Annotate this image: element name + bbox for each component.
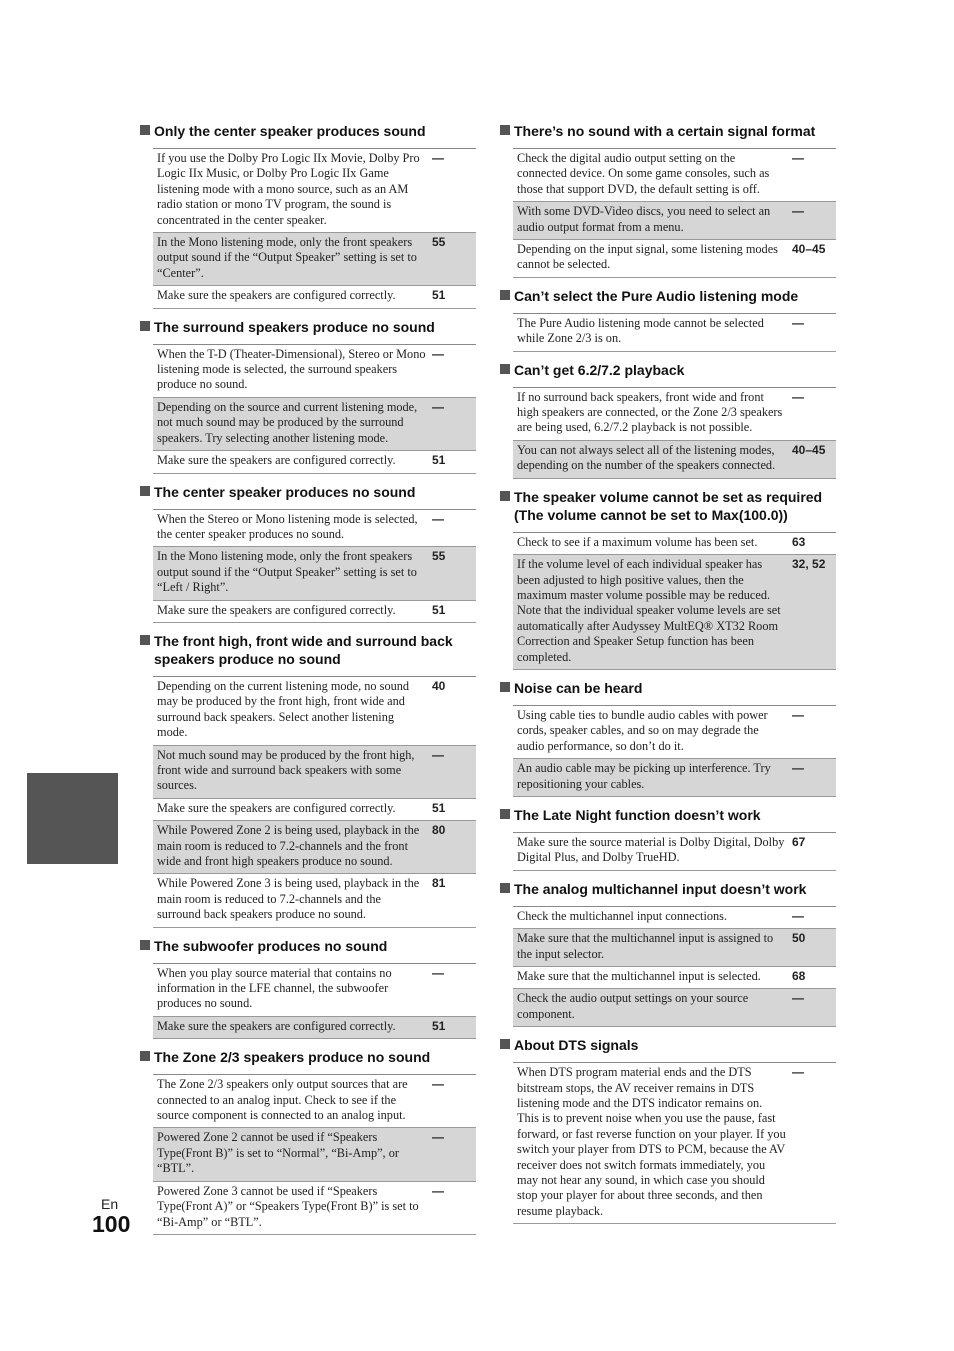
solution-text: Using cable ties to bundle audio cables with power cords, speaker cables, and so on may degrade the audio performance, so don’t do it.: [517, 707, 768, 753]
solution-text: Depending on the input signal, some listening modes cannot be selected.: [517, 242, 778, 272]
square-bullet-icon: [500, 809, 510, 819]
solution-text: If the volume level of each individual speaker has been adjusted to high positive values, then the maximum master volume possible may be reduced. Note that the individual speaker volume levels are set automatically after Audyssey MultEQ® XT32 Room Correction and Speaker Setup function has been completed.: [517, 557, 781, 664]
language-label: En: [101, 1196, 119, 1212]
solutions-table: [513, 387, 836, 479]
page-reference: 40–45: [792, 442, 826, 457]
table-row: [153, 677, 476, 746]
solution-text: Powered Zone 3 cannot be used if “Speakers Type(Front A)” or “Speakers Type(Front B)” is set to “Bi-Amp” or “BTL”.: [157, 1183, 419, 1229]
solution-text: Make sure the speakers are configured correctly.: [157, 453, 396, 468]
solution-text: You can not always select all of the listening modes, depending on the number of the speakers connected.: [517, 442, 776, 473]
troubleshooting-section: [500, 488, 836, 670]
table-row: [153, 1017, 476, 1039]
solution-text: Make sure the source material is Dolby Digital, Dolby Digital Plus, and Dolby TrueHD.: [517, 834, 785, 865]
page-reference: —: [432, 965, 444, 980]
table-row: [153, 233, 476, 286]
solution-text: Not much sound may be produced by the front high, front wide and surround back speakers with some sources.: [157, 747, 415, 793]
section-heading: [500, 679, 836, 697]
page-reference: —: [432, 511, 444, 526]
solutions-table: [153, 1074, 476, 1235]
square-bullet-icon: [140, 940, 150, 950]
page-reference: —: [792, 1065, 804, 1080]
table-row: [153, 547, 476, 600]
solution-text: Powered Zone 2 cannot be used if “Speakers Type(Front B)” is set to “Normal”, “Bi-Amp”, or “BTL”.: [157, 1130, 399, 1176]
solutions-table: [513, 532, 836, 670]
right-column: [500, 122, 836, 1233]
square-bullet-icon: [500, 290, 510, 300]
page-reference: 55: [432, 549, 446, 564]
page-reference: —: [792, 151, 804, 165]
troubleshooting-section: [500, 287, 836, 352]
solution-text: Make sure that the multichannel input is selected.: [517, 969, 761, 983]
solution-text: The Zone 2/3 speakers only output sources that are connected to an analog input. Check to see if the source component is connected to an analog input.: [157, 1077, 408, 1123]
solutions-table: [513, 148, 836, 278]
square-bullet-icon: [140, 1051, 150, 1061]
page-reference: —: [432, 151, 444, 165]
table-row: [153, 821, 476, 874]
page-reference: 51: [432, 602, 446, 617]
page-number: 100: [92, 1211, 131, 1237]
table-row: [513, 833, 836, 871]
solutions-table: [513, 313, 836, 352]
solution-text: Make sure the speakers are configured correctly.: [157, 800, 396, 815]
solutions-table: [153, 344, 476, 474]
page-reference: 51: [432, 288, 446, 303]
table-row: [513, 759, 836, 797]
solution-text: If you use the Dolby Pro Logic IIx Movie, Dolby Pro Logic IIx Music, or Dolby Pro Logic IIx Game listening mode with a mono source, such as an AM radio station or mono TV program, the sound is concentrated in the center speaker.: [157, 151, 420, 227]
page-reference: 81: [432, 876, 446, 891]
page-reference: —: [792, 389, 804, 404]
page-reference: 80: [432, 823, 446, 838]
solution-text: While Powered Zone 3 is being used, playback in the main room is reduced to 7.2-channels and the surround back speakers produce no sound.: [157, 876, 420, 922]
section-heading-text: Can’t select the Pure Audio listening mode: [514, 287, 799, 304]
table-row: [153, 1075, 476, 1128]
section-heading-text: Can’t get 6.2/7.2 playback: [514, 361, 685, 378]
section-heading-text: The surround speakers produce no sound: [154, 318, 435, 335]
section-heading: [140, 632, 476, 668]
square-bullet-icon: [140, 635, 150, 645]
page-reference: 68: [792, 969, 806, 983]
page-reference: —: [792, 315, 804, 330]
page-reference: 32, 52: [792, 557, 826, 572]
page-reference: 40–45: [792, 242, 826, 257]
page-reference: —: [792, 908, 804, 923]
section-heading-text: Noise can be heard: [514, 679, 643, 696]
solution-text: Check the digital audio output setting on the connected device. On some game consoles, such as those that support DVD, the default setting is off.: [517, 151, 770, 196]
table-row: [513, 149, 836, 202]
table-row: [153, 398, 476, 451]
section-heading: [500, 1036, 836, 1054]
page-reference: 51: [432, 1018, 446, 1033]
troubleshooting-section: [140, 1048, 476, 1235]
table-row: [513, 202, 836, 240]
troubleshooting-section: [500, 806, 836, 871]
square-bullet-icon: [500, 125, 510, 135]
table-row: [153, 510, 476, 548]
solution-text: Make sure that the multichannel input is assigned to the input selector.: [517, 931, 774, 961]
section-heading-text: Only the center speaker produces sound: [154, 123, 426, 139]
page-reference: 51: [432, 453, 446, 468]
section-heading-text: The subwoofer produces no sound: [154, 937, 388, 954]
solutions-table: [513, 906, 836, 1027]
square-bullet-icon: [140, 125, 150, 135]
page-reference: —: [432, 1077, 444, 1092]
section-heading-text: The analog multichannel input doesn’t work: [514, 880, 807, 897]
troubleshooting-section: [500, 880, 836, 1027]
solutions-table: [153, 509, 476, 623]
solutions-table: [513, 832, 836, 871]
page-reference: 63: [792, 534, 806, 549]
table-row: [153, 601, 476, 623]
solution-text: When DTS program material ends and the DTS bitstream stops, the AV receiver remains in DTS listening mode and the DTS indicator remains on. This is to prevent noise when you use the pause, fast forward, or fast reverse function on your player. If you switch your player from DTS to PCM, because the AV receiver does not switch formats immediately, you may not hear any sound, in which case you should stop your player for about three seconds, and then resume playback.: [517, 1065, 786, 1218]
table-row: [513, 533, 836, 555]
troubleshooting-section: [140, 937, 476, 1040]
solution-text: Depending on the current listening mode, no sound may be produced by the front high, front wide and surround back speakers. Select another listening mode.: [157, 678, 410, 740]
table-row: [513, 706, 836, 759]
solution-text: In the Mono listening mode, only the front speakers output sound if the “Output Speaker” setting is set to “Center”.: [157, 235, 417, 280]
page-reference: —: [432, 747, 444, 762]
table-row: [513, 967, 836, 989]
solution-text: Check to see if a maximum volume has been set.: [517, 534, 758, 549]
table-row: [153, 149, 476, 233]
troubleshooting-section: [140, 122, 476, 309]
page-reference: —: [792, 761, 804, 776]
solutions-table: [513, 705, 836, 797]
table-row: [153, 1128, 476, 1181]
table-row: [153, 345, 476, 398]
table-row: [153, 874, 476, 927]
section-heading: [140, 937, 476, 955]
table-row: [513, 441, 836, 479]
table-row: [513, 907, 836, 929]
section-heading: [500, 361, 836, 379]
section-side-tab: [27, 773, 118, 864]
table-row: [513, 388, 836, 441]
troubleshooting-section: [500, 679, 836, 797]
solution-text: Make sure the speakers are configured correctly.: [157, 288, 396, 303]
table-row: [513, 929, 836, 967]
square-bullet-icon: [500, 1039, 510, 1049]
page-reference: 50: [792, 931, 806, 946]
table-row: [153, 286, 476, 308]
page-reference: —: [432, 346, 444, 361]
troubleshooting-section: [140, 483, 476, 623]
table-row: [153, 746, 476, 799]
solution-text: Depending on the source and current listening mode, not much sound may be produced by the surround speakers. Try selecting another listening mode.: [157, 399, 418, 445]
section-heading: [500, 880, 836, 898]
page-reference: —: [792, 204, 804, 219]
page-reference: —: [792, 707, 804, 722]
troubleshooting-section: [500, 122, 836, 278]
troubleshooting-section: [140, 318, 476, 474]
solutions-table: [153, 676, 476, 928]
square-bullet-icon: [500, 883, 510, 893]
solution-text: An audio cable may be picking up interference. Try repositioning your cables.: [517, 761, 771, 791]
solution-text: Check the multichannel input connections.: [517, 908, 728, 923]
table-row: [513, 314, 836, 352]
section-heading: [140, 318, 476, 336]
table-row: [153, 1182, 476, 1235]
section-heading: [500, 122, 836, 140]
section-heading-text: The Zone 2/3 speakers produce no sound: [154, 1049, 431, 1066]
section-heading-text: About DTS signals: [514, 1037, 639, 1054]
solution-text: When the Stereo or Mono listening mode is selected, the center speaker produces no sound.: [157, 511, 418, 541]
table-row: [153, 964, 476, 1017]
page-reference: —: [432, 399, 444, 414]
page-reference: 55: [432, 235, 446, 250]
page-reference: 40: [432, 678, 446, 693]
square-bullet-icon: [500, 364, 510, 374]
solution-text: With some DVD-Video discs, you need to select an audio output format from a menu.: [517, 204, 771, 234]
table-row: [513, 240, 836, 278]
table-row: [513, 1063, 836, 1224]
page-reference: 51: [432, 800, 446, 815]
section-heading: [500, 488, 836, 524]
square-bullet-icon: [500, 491, 510, 501]
section-heading: [140, 483, 476, 501]
troubleshooting-section: [500, 361, 836, 479]
square-bullet-icon: [140, 321, 150, 331]
solutions-table: [513, 1062, 836, 1224]
page-reference: —: [792, 991, 804, 1006]
section-heading: [500, 287, 836, 305]
table-row: [513, 555, 836, 670]
section-heading-text: The speaker volume cannot be set as required (The volume cannot be set to Max(100.0)): [514, 488, 823, 523]
page-reference: —: [432, 1130, 444, 1145]
section-heading-text: The center speaker produces no sound: [154, 483, 416, 500]
square-bullet-icon: [140, 486, 150, 496]
square-bullet-icon: [500, 682, 510, 692]
page-reference: —: [432, 1183, 444, 1198]
section-heading: [500, 806, 836, 824]
section-heading-text: There’s no sound with a certain signal format: [514, 123, 816, 139]
troubleshooting-section: [500, 1036, 836, 1224]
page-reference: 67: [792, 834, 806, 849]
solution-text: Check the audio output settings on your source component.: [517, 991, 749, 1021]
section-heading: [140, 122, 476, 140]
section-heading-text: The Late Night function doesn’t work: [514, 806, 761, 823]
section-heading-text: The front high, front wide and surround back speakers produce no sound: [154, 632, 453, 667]
table-row: [153, 799, 476, 821]
table-row: [153, 451, 476, 473]
solution-text: When you play source material that contains no information in the LFE channel, the subwoofer produces no sound.: [157, 965, 392, 1011]
solution-text: When the T-D (Theater-Dimensional), Stereo or Mono listening mode is selected, the surround speakers produce no sound.: [157, 346, 426, 392]
table-row: [513, 989, 836, 1027]
solution-text: Make sure the speakers are configured correctly.: [157, 602, 396, 617]
left-column: [140, 122, 476, 1244]
solution-text: While Powered Zone 2 is being used, playback in the main room is reduced to 7.2-channels and the front wide and front high speakers produce no sound.: [157, 823, 420, 868]
solutions-table: [153, 963, 476, 1040]
solutions-table: [153, 148, 476, 309]
solution-text: The Pure Audio listening mode cannot be selected while Zone 2/3 is on.: [517, 315, 764, 346]
section-heading: [140, 1048, 476, 1066]
solution-text: If no surround back speakers, front wide and front high speakers are connected, or the Zone 2/3 speakers are being used, 6.2/7.2 playback is not possible.: [517, 389, 783, 435]
solution-text: Make sure the speakers are configured correctly.: [157, 1018, 396, 1033]
solution-text: In the Mono listening mode, only the front speakers output sound if the “Output Speaker” setting is set to “Left / Right”.: [157, 549, 417, 595]
troubleshooting-section: [140, 632, 476, 928]
